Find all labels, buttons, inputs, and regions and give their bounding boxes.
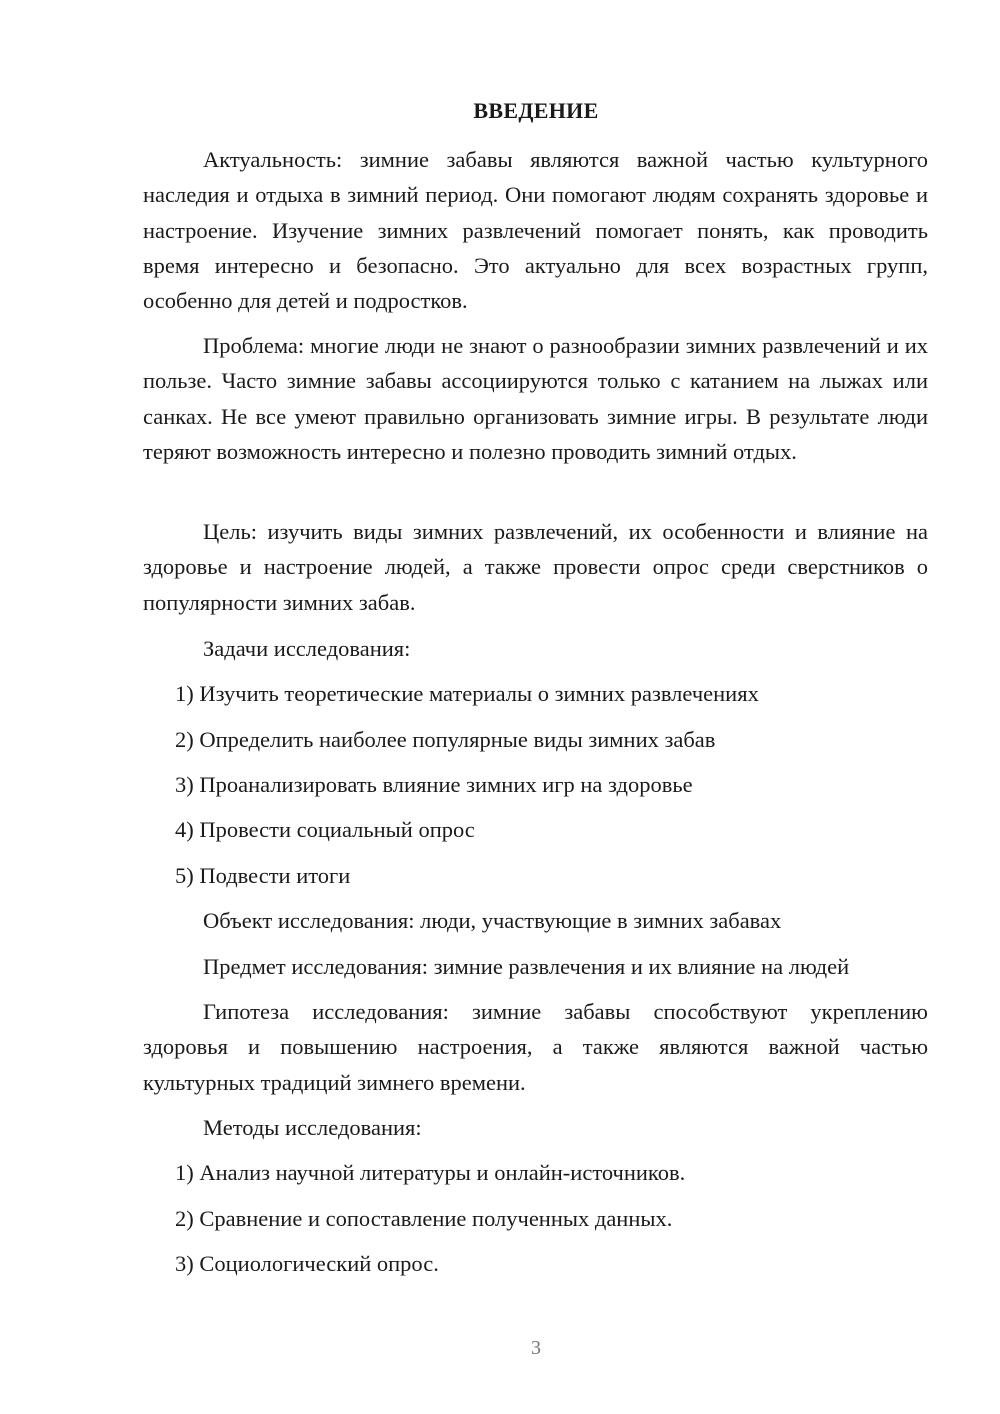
page-number: 3 bbox=[531, 1337, 541, 1359]
method-item-2: 2) Сравнение и сопоставление полученных данных. bbox=[175, 1206, 673, 1231]
task-item-1: 1) Изучить теоретические материалы о зимних развлечениях bbox=[175, 681, 759, 706]
task-item-4: 4) Провести социальный опрос bbox=[175, 817, 475, 842]
research-subject: Предмет исследования: зимние развлечения и их влияние на людей bbox=[203, 954, 850, 979]
relevance-paragraph: Актуальность: зимние забавы являются важной частью культурного наследия и отдыха в зимний период. Они помогают людям сохранять здоровье и настроение. Изучение зимних развлечений помогает понять, как проводить время интересно и безопасно. Это актуально для всех возрастных групп, особенно для детей и подростков. bbox=[143, 147, 928, 314]
tasks-title: Задачи исследования: bbox=[203, 636, 411, 661]
section-heading: ВВЕДЕНИЕ bbox=[473, 98, 599, 123]
method-item-3: 3) Социологический опрос. bbox=[175, 1251, 439, 1276]
methods-title: Методы исследования: bbox=[203, 1115, 422, 1140]
task-item-3: 3) Проанализировать влияние зимних игр на здоровье bbox=[175, 772, 693, 797]
goal-paragraph: Цель: изучить виды зимних развлечений, их особенности и влияние на здоровье и настроение людей, а также провести опрос среди сверстников о популярности зимних забав. bbox=[143, 519, 928, 615]
hypothesis-paragraph: Гипотеза исследования: зимние забавы способствуют укреплению здоровья и повышению настроения, а также являются важной частью культурных традиций зимнего времени. bbox=[143, 999, 928, 1095]
task-item-5: 5) Подвести итоги bbox=[175, 863, 351, 888]
problem-paragraph: Проблема: многие люди не знают о разнообразии зимних развлечений и их пользе. Часто зимние забавы ассоциируются только с катанием на лыжах или санках. Не все умеют правильно организовать зимние игры. В результате люди теряют возможность интересно и полезно проводить зимний отдых. bbox=[143, 333, 928, 464]
task-item-2: 2) Определить наиболее популярные виды зимних забав bbox=[175, 727, 716, 752]
method-item-1: 1) Анализ научной литературы и онлайн-источников. bbox=[175, 1160, 686, 1185]
research-object: Объект исследования: люди, участвующие в зимних забавах bbox=[203, 908, 782, 933]
